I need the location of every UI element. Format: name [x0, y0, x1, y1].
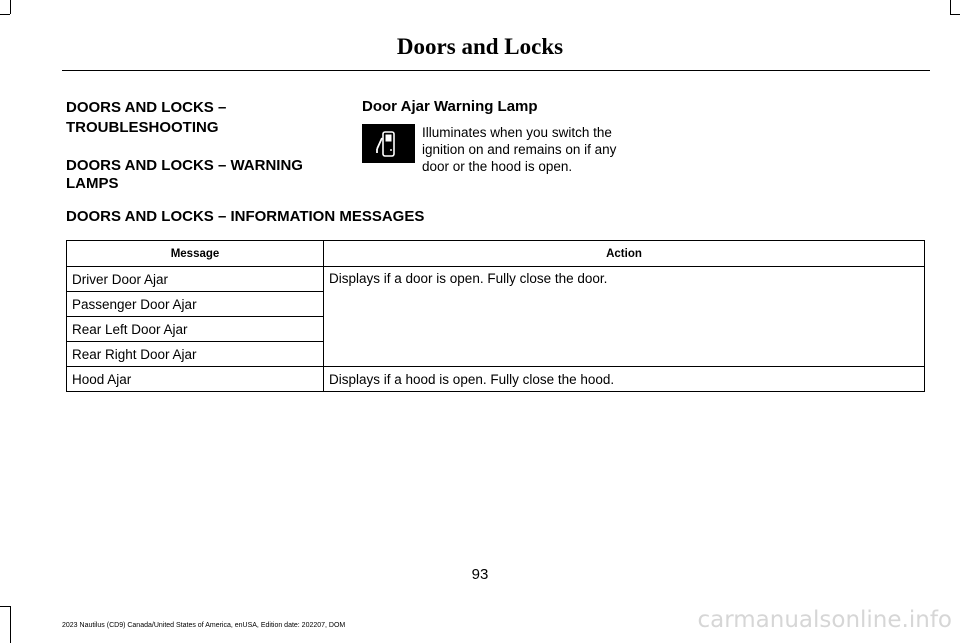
crop-mark	[0, 14, 10, 15]
message-cell: Rear Left Door Ajar	[67, 317, 324, 342]
page-number: 93	[471, 566, 489, 583]
footer-edition-info: 2023 Nautilus (CD9) Canada/United States of America, enUSA, Edition date: 202207, DOM	[62, 622, 346, 629]
heading-troubleshooting: TROUBLESHOOTING	[66, 119, 219, 136]
description-line-2: ignition on and remains on if any	[422, 142, 617, 157]
header-divider	[62, 70, 930, 71]
message-cell: Driver Door Ajar	[67, 267, 324, 292]
description-line-1: Illuminates when you switch the	[422, 125, 612, 140]
message-cell: Hood Ajar	[67, 367, 324, 392]
heading-doors-locks: DOORS AND LOCKS –	[66, 99, 227, 116]
heading-warning-lamps-line1: DOORS AND LOCKS – WARNING	[66, 157, 303, 174]
watermark: carmanualsonline.info	[697, 607, 952, 633]
crop-mark	[950, 14, 960, 15]
heading-warning-lamps	[66, 157, 303, 193]
crop-mark	[10, 606, 11, 643]
door-ajar-warning-icon	[362, 124, 415, 163]
action-cell: Displays if a hood is open. Fully close the hood.	[324, 367, 925, 392]
heading-door-ajar-lamp: Door Ajar Warning Lamp	[362, 98, 538, 115]
heading-warning-lamps-line2: LAMPS	[66, 175, 119, 192]
crop-mark	[950, 0, 951, 14]
crop-mark	[0, 606, 10, 607]
action-cell: Displays if a door is open. Fully close the door.	[324, 267, 925, 367]
door-ajar-lamp-description	[422, 124, 637, 175]
table-header-row	[67, 241, 925, 267]
message-cell: Passenger Door Ajar	[67, 292, 324, 317]
table-row	[67, 367, 925, 392]
description-line-3: door or the hood is open.	[422, 159, 573, 174]
heading-information-messages: DOORS AND LOCKS – INFORMATION MESSAGES	[66, 208, 425, 225]
table-row	[67, 267, 925, 292]
column-header-message: Message	[67, 241, 324, 267]
message-cell: Rear Right Door Ajar	[67, 342, 324, 367]
information-messages-table	[66, 240, 925, 392]
page-title: Doors and Locks	[396, 34, 564, 59]
crop-mark	[10, 0, 11, 14]
column-header-action: Action	[324, 241, 925, 267]
